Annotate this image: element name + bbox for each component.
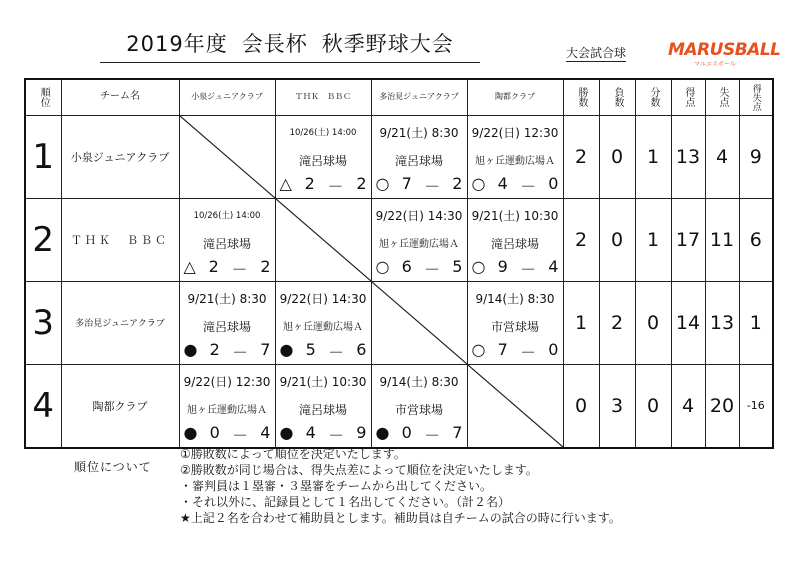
match-result — [472, 174, 559, 197]
score-home: 0 — [209, 422, 220, 442]
header-draws: 分数 — [635, 79, 671, 115]
score-away: 2 — [260, 256, 271, 276]
draws-cell: 0 — [635, 364, 671, 448]
team-name-cell: 多治見ジュニアクラブ — [61, 281, 179, 364]
match-date: 9/22(日) 12:30 — [183, 374, 271, 389]
score-separator: － — [328, 425, 345, 445]
result-mark: ● — [375, 422, 390, 442]
score-home: 7 — [497, 339, 508, 359]
match-result — [280, 423, 367, 446]
match-date: 9/22(日) 12:30 — [471, 125, 559, 140]
match-cell — [275, 115, 371, 198]
match-result — [472, 340, 559, 363]
match-date: 9/21(土) 8:30 — [379, 125, 459, 140]
header-col-3: 多治見ジュニアクラブ — [371, 79, 467, 115]
header-col-2: ＴＨＫ ＢＢＣ — [275, 79, 371, 115]
match-result — [376, 423, 463, 446]
title-year: 2019年度 — [126, 32, 228, 56]
table-row — [25, 115, 773, 198]
result-mark: ● — [279, 422, 294, 442]
allowed-cell: 20 — [705, 364, 739, 448]
result-mark: ● — [183, 339, 198, 359]
score-away: 7 — [452, 422, 463, 442]
score-separator: － — [424, 425, 441, 445]
team-name-cell: ＴＨＫ ＢＢＣ — [61, 198, 179, 281]
score-separator: － — [424, 176, 441, 196]
header-col-1: 小泉ジュニアクラブ — [179, 79, 275, 115]
score-separator: － — [424, 259, 441, 279]
match-cell — [467, 281, 563, 364]
diff-cell: 6 — [739, 198, 773, 281]
score-home: 0 — [401, 422, 412, 442]
score-home: 6 — [401, 256, 412, 276]
maruesu-ball-logo — [668, 40, 781, 68]
match-venue: 旭ヶ丘運動広場Ａ — [187, 404, 267, 416]
score-separator: － — [232, 425, 249, 445]
match-cell — [179, 281, 275, 364]
score-home: 2 — [208, 256, 219, 276]
self-match-cell — [275, 198, 371, 281]
header-scored: 得点 — [671, 79, 705, 115]
match-result — [280, 340, 367, 363]
allowed-cell: 4 — [705, 115, 739, 198]
match-date: 9/14(土) 8:30 — [475, 291, 555, 306]
match-venue: 滝呂球場 — [202, 236, 251, 251]
match-venue: 滝呂球場 — [298, 153, 347, 168]
score-home: 4 — [497, 173, 508, 193]
notes-label: 順位について — [74, 460, 152, 474]
wins-cell: 2 — [563, 115, 599, 198]
match-venue: 滝呂球場 — [394, 153, 443, 168]
score-away: 4 — [260, 422, 271, 442]
note-line: ・審判員は１塁審・３塁審をチームから出してください。 — [180, 479, 493, 493]
match-result — [184, 257, 271, 280]
draws-cell: 1 — [635, 198, 671, 281]
match-venue: 旭ヶ丘運動広場Ａ — [379, 238, 459, 250]
rank-cell: 1 — [25, 115, 61, 198]
result-mark: ○ — [471, 173, 486, 193]
match-cell — [179, 198, 275, 281]
league-table — [24, 78, 774, 449]
match-result — [472, 257, 559, 280]
losses-cell: 0 — [599, 115, 635, 198]
scored-cell: 17 — [671, 198, 705, 281]
score-away: 2 — [452, 173, 463, 193]
header-team: チーム名 — [61, 79, 179, 115]
match-venue: 市営球場 — [490, 319, 539, 334]
result-mark: ● — [279, 339, 294, 359]
wins-cell: 0 — [563, 364, 599, 448]
logo-sub: マルエスボール — [694, 61, 736, 68]
result-mark: △ — [279, 173, 292, 193]
score-home: 9 — [497, 256, 508, 276]
score-away: 0 — [548, 339, 559, 359]
scored-cell: 14 — [671, 281, 705, 364]
losses-cell: 3 — [599, 364, 635, 448]
logo-brand: MARUSBALL — [668, 40, 781, 60]
match-date: 10/26(土) 14:00 — [289, 127, 357, 138]
match-result — [376, 174, 463, 197]
diagonal-line — [372, 282, 467, 364]
match-date: 9/22(日) 14:30 — [279, 291, 367, 306]
match-cell — [371, 198, 467, 281]
score-home: 2 — [209, 339, 220, 359]
score-home: 4 — [305, 422, 316, 442]
note-line: ②勝敗数が同じ場合は、得失点差によって順位を決定いたします。 — [180, 463, 538, 477]
match-venue: 滝呂球場 — [298, 402, 347, 417]
match-cell — [467, 198, 563, 281]
draws-cell: 0 — [635, 281, 671, 364]
diagonal-line — [468, 365, 563, 447]
match-venue: 旭ヶ丘運動広場Ａ — [283, 321, 363, 333]
match-venue: 市営球場 — [394, 402, 443, 417]
match-venue: 旭ヶ丘運動広場Ａ — [475, 155, 555, 167]
match-cell — [275, 281, 371, 364]
diff-cell: 1 — [739, 281, 773, 364]
result-mark: ○ — [375, 173, 390, 193]
notes — [180, 446, 621, 526]
score-separator: － — [327, 176, 344, 196]
losses-cell: 2 — [599, 281, 635, 364]
self-match-cell — [179, 115, 275, 198]
table-row — [25, 281, 773, 364]
match-date: 9/22(日) 14:30 — [375, 208, 463, 223]
ball-label: 大会試合球 — [566, 46, 627, 60]
draws-cell: 1 — [635, 115, 671, 198]
team-name-cell: 陶都クラブ — [61, 364, 179, 448]
match-result — [184, 423, 271, 446]
score-separator: － — [520, 342, 537, 362]
score-away: 0 — [548, 173, 559, 193]
result-mark: ● — [183, 422, 198, 442]
result-mark: ○ — [375, 256, 390, 276]
result-mark: ○ — [471, 256, 486, 276]
match-date: 9/21(土) 10:30 — [279, 374, 367, 389]
note-line: ★上記２名を合わせて補助員とします。補助員は自チームの試合の時に行います。 — [180, 511, 621, 525]
table-row — [25, 364, 773, 448]
score-separator: － — [231, 259, 248, 279]
score-away: 7 — [260, 339, 271, 359]
score-home: 7 — [401, 173, 412, 193]
match-result — [280, 174, 367, 197]
note-line: ・それ以外に、記録員として１名出してください。（計２名） — [180, 495, 511, 509]
wins-cell: 1 — [563, 281, 599, 364]
score-separator: － — [520, 259, 537, 279]
header-allowed: 失点 — [705, 79, 739, 115]
header-wins: 勝数 — [563, 79, 599, 115]
scored-cell: 4 — [671, 364, 705, 448]
score-away: 9 — [356, 422, 367, 442]
result-mark: ○ — [471, 339, 486, 359]
score-away: 5 — [452, 256, 463, 276]
wins-cell: 2 — [563, 198, 599, 281]
match-result — [376, 257, 463, 280]
match-cell — [371, 364, 467, 448]
match-date: 9/21(土) 8:30 — [187, 291, 267, 306]
rank-cell: 4 — [25, 364, 61, 448]
rank-cell: 2 — [25, 198, 61, 281]
allowed-cell: 11 — [705, 198, 739, 281]
score-home: 2 — [304, 173, 315, 193]
match-cell — [371, 115, 467, 198]
header-col-4: 陶都クラブ — [467, 79, 563, 115]
rank-cell: 3 — [25, 281, 61, 364]
score-separator: － — [520, 176, 537, 196]
score-away: 2 — [356, 173, 367, 193]
header-row — [25, 79, 773, 115]
match-result — [184, 340, 271, 363]
match-cell — [179, 364, 275, 448]
result-mark: △ — [183, 256, 196, 276]
scored-cell: 13 — [671, 115, 705, 198]
score-away: 6 — [356, 339, 367, 359]
match-date: 10/26(土) 14:00 — [193, 210, 261, 221]
page-title — [100, 26, 480, 63]
match-cell — [467, 115, 563, 198]
match-date: 9/14(土) 8:30 — [379, 374, 459, 389]
score-away: 4 — [548, 256, 559, 276]
losses-cell: 0 — [599, 198, 635, 281]
score-separator: － — [328, 342, 345, 362]
score-separator: － — [232, 342, 249, 362]
score-home: 5 — [305, 339, 316, 359]
team-name-cell: 小泉ジュニアクラブ — [61, 115, 179, 198]
diagonal-line — [276, 199, 371, 281]
note-line: ①勝敗数によって順位を決定いたします。 — [180, 447, 406, 461]
header-losses: 負数 — [599, 79, 635, 115]
title-name: 秋季野球大会 — [321, 32, 454, 56]
header-rank: 順位 — [25, 79, 61, 115]
table-row — [25, 198, 773, 281]
allowed-cell: 13 — [705, 281, 739, 364]
diff-cell: 9 — [739, 115, 773, 198]
self-match-cell — [371, 281, 467, 364]
match-date: 9/21(土) 10:30 — [471, 208, 559, 223]
match-venue: 滝呂球場 — [490, 236, 539, 251]
title-cup: 会長杯 — [241, 32, 308, 56]
match-cell — [275, 364, 371, 448]
self-match-cell — [467, 364, 563, 448]
diagonal-line — [180, 116, 275, 198]
diff-cell: -16 — [739, 364, 773, 448]
header-diff: 得失点 — [739, 79, 773, 115]
match-venue: 滝呂球場 — [202, 319, 251, 334]
